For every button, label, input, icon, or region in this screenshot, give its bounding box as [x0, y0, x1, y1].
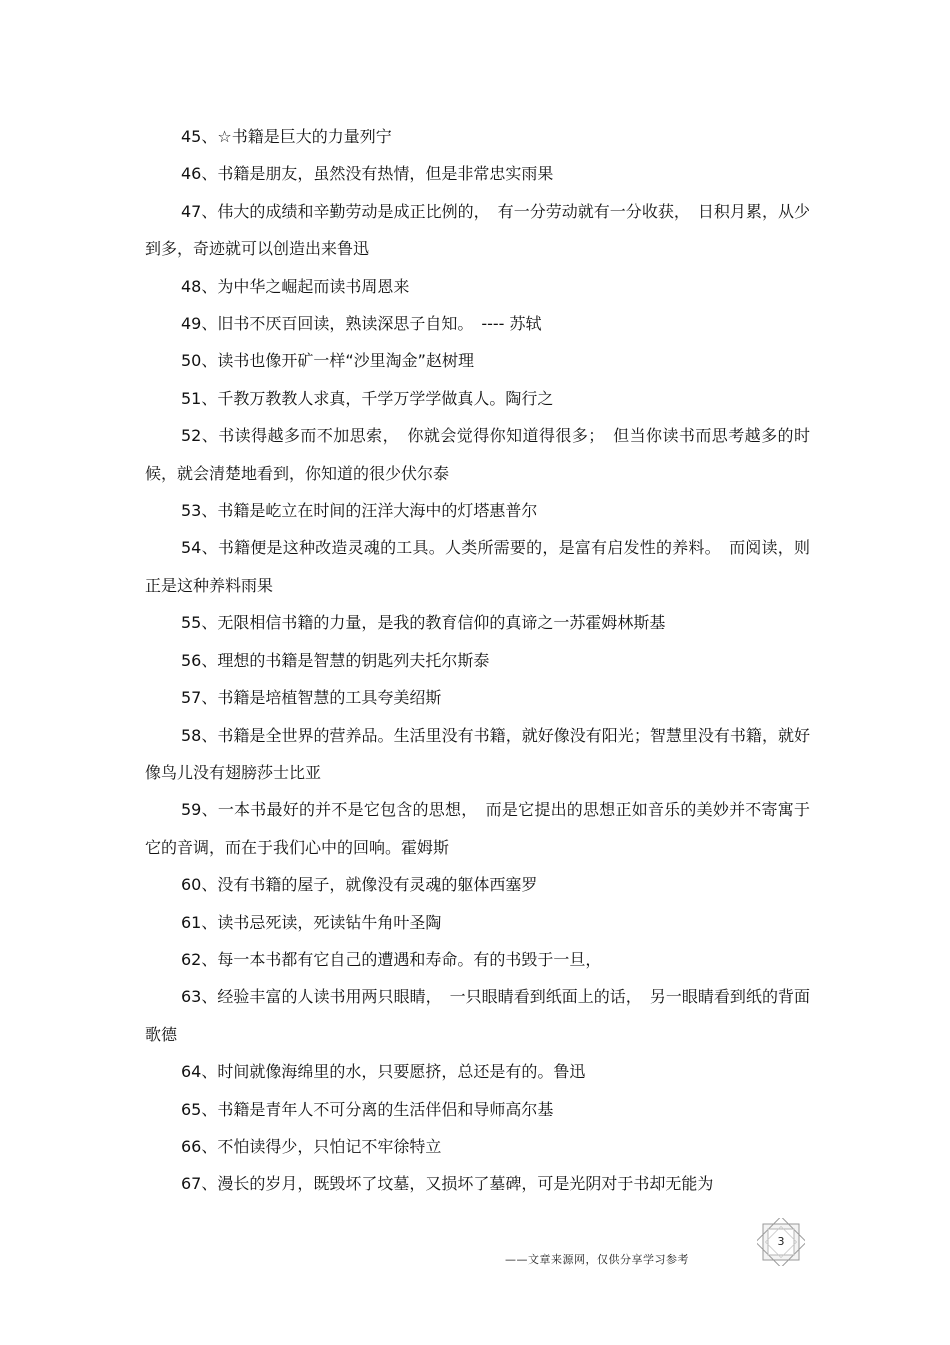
quote-paragraph: 53、书籍是屹立在时间的汪洋大海中的灯塔惠普尔 — [181, 501, 538, 521]
quote-paragraph: 67、漫长的岁月，既毁坏了坟墓，又损坏了墓碑，可是光阴对于书却无能为 — [181, 1174, 714, 1194]
quote-paragraph: 57、书籍是培植智慧的工具夸美绍斯 — [181, 688, 442, 708]
page-number: 3 — [777, 1235, 785, 1248]
quote-paragraph: 63、经验丰富的人读书用两只眼睛， 一只眼睛看到纸面上的话， 另一眼睛看到纸的背面歌德 — [145, 987, 810, 1044]
quote-paragraph: 52、书读得越多而不加思索， 你就会觉得你知道得很多； 但当你读书而思考越多的时候，就会清楚地看到，你知道的很少伏尔泰 — [145, 426, 810, 483]
quote-paragraph: 56、理想的书籍是智慧的钥匙列夫托尔斯泰 — [181, 650, 490, 670]
quote-paragraph: 45、☆书籍是巨大的力量列宁 — [181, 127, 392, 146]
footer-source-note: ——文章来源网，仅供分享学习参考 — [505, 1253, 689, 1266]
quote-paragraph: 65、书籍是青年人不可分离的生活伴侣和导师高尔基 — [181, 1099, 554, 1119]
quote-paragraph: 64、时间就像海绵里的水，只要愿挤，总还是有的。鲁迅 — [181, 1062, 586, 1082]
quote-paragraph: 46、书籍是朋友，虽然没有热情，但是非常忠实雨果 — [181, 164, 554, 184]
quote-paragraph: 48、为中华之崛起而读书周恩来 — [181, 276, 410, 296]
quote-paragraph: 47、伟大的成绩和辛勤劳动是成正比例的， 有一分劳动就有一分收获， 日积月累，从少到多，奇迹就可以创造出来鲁迅 — [145, 201, 810, 259]
quote-paragraph: 55、无限相信书籍的力量，是我的教育信仰的真谛之一苏霍姆林斯基 — [181, 613, 666, 633]
quote-paragraph: 58、书籍是全世界的营养品。生活里没有书籍，就好像没有阳光；智慧里没有书籍，就好像鸟儿没有翅膀莎士比亚 — [145, 725, 810, 782]
quote-paragraph: 60、没有书籍的屋子，就像没有灵魂的躯体西塞罗 — [181, 875, 538, 895]
quote-paragraph: 51、千教万教教人求真，千学万学学做真人。陶行之 — [181, 388, 554, 408]
quote-paragraph: 50、读书也像开矿一样“沙里淘金”赵树理 — [181, 351, 474, 371]
quote-list — [145, 118, 810, 1203]
page-number-badge — [757, 1218, 805, 1266]
quote-paragraph: 49、旧书不厌百回读，熟读深思子自知。 ---- 苏轼 — [181, 314, 542, 334]
quote-paragraph: 54、书籍便是这种改造灵魂的工具。人类所需要的，是富有启发性的养料。 而阅读，则正是这种养料雨果 — [145, 538, 810, 595]
quote-paragraph: 66、不怕读得少，只怕记不牢徐特立 — [181, 1136, 442, 1156]
quote-paragraph: 59、一本书最好的并不是它包含的思想， 而是它提出的思想正如音乐的美妙并不寄寓于它的音调，而在于我们心中的回响。霍姆斯 — [145, 800, 810, 857]
quote-paragraph: 62、每一本书都有它自己的遭遇和寿命。有的书毁于一旦， — [181, 949, 602, 969]
quote-paragraph: 61、读书忌死读，死读钻牛角叶圣陶 — [181, 912, 442, 932]
